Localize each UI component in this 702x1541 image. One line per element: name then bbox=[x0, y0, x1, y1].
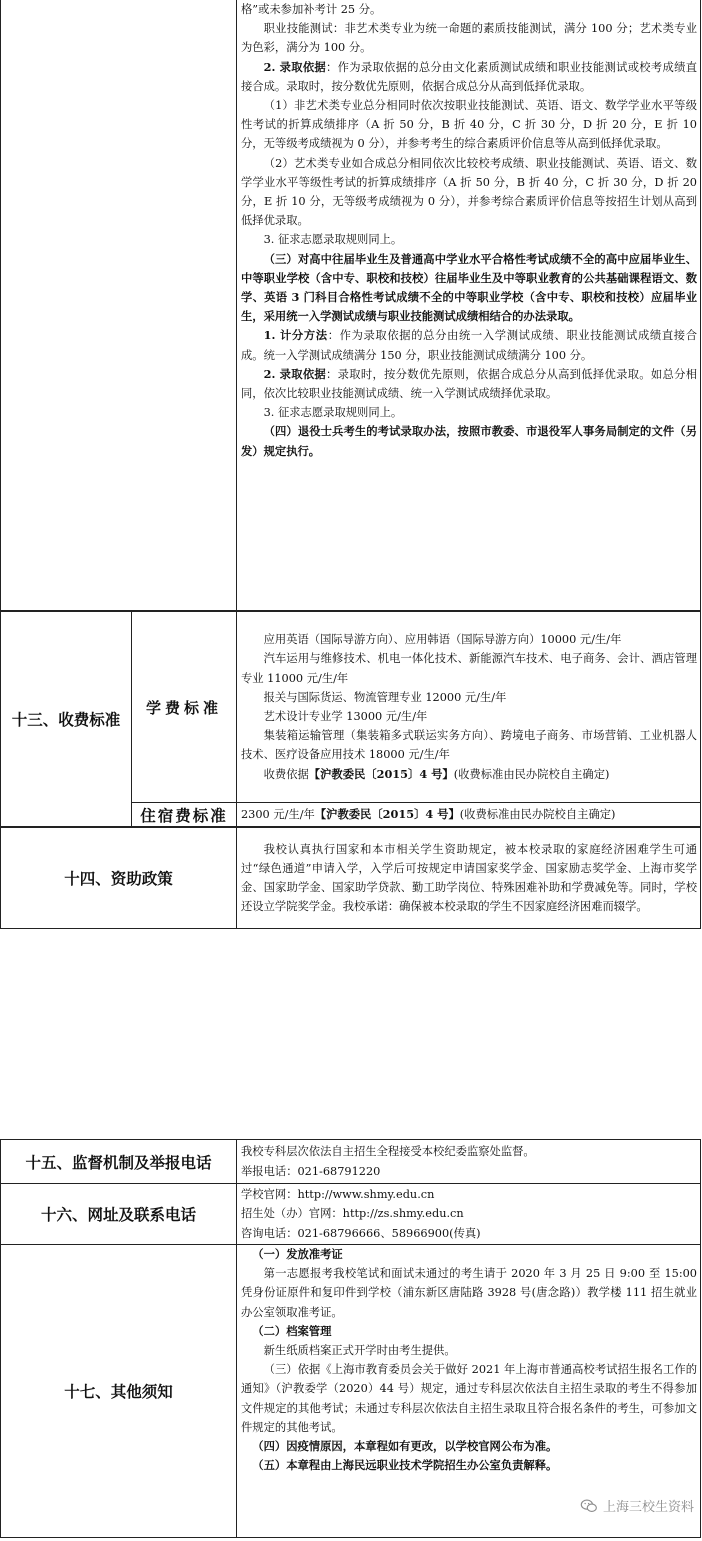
tuition-line: 艺术设计专业学 13000 元/生/年 bbox=[263, 710, 428, 723]
para-body: ：录取时，按分数优先原则，依据合成总分从高到低择优录取。如总分相同，依次比较职业技能测试成绩、统一入学测试成绩择优录取。 bbox=[241, 367, 697, 401]
aid-label: 十四、资助政策 bbox=[1, 828, 237, 929]
aid-row bbox=[1, 828, 701, 929]
note-title: （一）发放准考证 bbox=[252, 1247, 343, 1261]
dorm-content bbox=[237, 803, 701, 827]
para-heading: 2. 录取依据 bbox=[263, 59, 327, 74]
para-heading: 2. 录取依据 bbox=[263, 366, 327, 381]
para: （三）对高中往届毕业生及普通高中学业水平合格性考试成绩不全的高中应届毕业生、中等职业学校（含中专、职校和技校）往届毕业生及中等职业教育的公共基础课程语文、数学、英语 3 门科目合格性考试成绩不全的中等职业学校（含中专、职校和技校）应届毕业生，采用统一入学测试成绩与职业技能测试成绩相结合的办法录取。 bbox=[241, 251, 697, 324]
note-text: 新生纸质档案正式开学时由考生提供。 bbox=[263, 1344, 456, 1358]
para bbox=[241, 326, 697, 364]
wechat-icon bbox=[580, 1499, 598, 1513]
notes-content bbox=[237, 1245, 701, 1538]
para: （2）艺术类专业如合成总分相同依次比较校考成绩、职业技能测试、英语、语文、数学学业水平等级性考试的折算成绩排序（A 折 50 分，B 折 40 分，C 折 30 分，D 折 20 分，E 折 10 分，无等级考成绩视为 0 分），并参考综合素质评价信息等按招生计划从高到低择优录取。 bbox=[241, 156, 697, 228]
contact-label: 十六、网址及联系电话 bbox=[1, 1184, 237, 1245]
tuition-line: 报关与国际货运、物流管理专业 12000 元/生/年 bbox=[263, 690, 507, 704]
note-text: （四）因疫情原因，本章程如有更改，以学校官网公布为准。 bbox=[252, 1439, 558, 1454]
admission-rules-label-cell bbox=[1, 0, 237, 611]
para-body: ：作为录取依据的总分由文化素质测试成绩和职业技能测试或校考成绩直接合成。录取时，按分数优先原则，依据合成总分从高到低择优录取。 bbox=[241, 60, 697, 93]
tuition-label: 学费标准 bbox=[132, 612, 237, 803]
watermark bbox=[580, 1496, 694, 1515]
aid-content bbox=[237, 828, 701, 929]
para: 3. 征求志愿录取规则同上。 bbox=[263, 406, 403, 420]
para-body: ：作为录取依据的总分由统一入学测试成绩、职业技能测试成绩直接合成。统一入学测试成绩满分 150 分，职业技能测试成绩满分 100 分。 bbox=[241, 329, 697, 362]
para bbox=[241, 58, 697, 96]
tuition-line: 汽车运用与维修技术、机电一体化技术、新能源汽车技术、电子商务、会计、酒店管理专业 11000 元/生/年 bbox=[241, 652, 697, 685]
supervision-content bbox=[237, 1140, 701, 1184]
para: （1）非艺术类专业总分相同时依次按职业技能测试、英语、语文、数学学业水平等级性考试的折算成绩排序（A 折 50 分，B 折 40 分，C 折 30 分，D 折 20 分，E 折 10 分，无等级考成绩视为 0 分），并参考考生的综合素质评价信息等从高到低择优录取。 bbox=[241, 99, 697, 151]
admission-table-top bbox=[0, 0, 701, 611]
fee-basis-note: (收费标准由民办院校自主确定) bbox=[453, 767, 610, 781]
notes-label: 十七、其他须知 bbox=[1, 1245, 237, 1538]
dorm-line bbox=[241, 805, 697, 824]
fees-label: 十三、收费标准 bbox=[1, 612, 132, 827]
dorm-label: 住宿费标准 bbox=[132, 803, 237, 827]
tuition-row bbox=[1, 612, 701, 803]
tuition-content bbox=[237, 612, 701, 803]
consult-phone: 咨询电话：021-68796666、58966900(传真) bbox=[241, 1226, 481, 1240]
admission-rules-row bbox=[1, 0, 701, 611]
para: 职业技能测试：非艺术类专业为统一命题的素质技能测试，满分 100 分；艺术类专业为色彩，满分为 100 分。 bbox=[241, 22, 697, 55]
para bbox=[241, 365, 697, 403]
supervision-line: 我校专科层次依法自主招生全程接受本校纪委监察处监督。 bbox=[241, 1145, 535, 1159]
dorm-doc: 【沪教委民〔2015〕4 号】 bbox=[314, 806, 460, 821]
admission-table-bottom bbox=[0, 1139, 701, 1538]
para: 3. 征求志愿录取规则同上。 bbox=[263, 233, 403, 247]
tuition-line: 集装箱运输管理（集装箱多式联运实务方向）、跨境电子商务、市场营销、工业机器人技术、医疗设备应用技术 18000 元/生/年 bbox=[241, 729, 697, 762]
para: （四）退役士兵考生的考试录取办法，按照市教委、市退役军人事务局制定的文件（另发）规定执行。 bbox=[241, 424, 697, 458]
note-text: 第一志愿报考我校笔试和面试未通过的考生请于 2020 年 3 月 25 日 9:00 至 15:00 凭身份证原件和复印件到学校（浦东新区唐陆路 3928 号(唐念路)）教学楼 111 招生就业办公室领取准考证。 bbox=[241, 1267, 697, 1319]
contact-row bbox=[1, 1184, 701, 1245]
admission-rules-content bbox=[237, 0, 701, 611]
tuition-line: 应用英语（国际导游方向）、应用韩语（国际导游方向）10000 元/生/年 bbox=[263, 633, 622, 647]
supervision-label: 十五、监督机制及举报电话 bbox=[1, 1140, 237, 1184]
report-phone: 举报电话：021-68791220 bbox=[241, 1164, 381, 1178]
para-heading: 1. 计分方法 bbox=[263, 328, 328, 343]
note-text: （五）本章程由上海民远职业技术学院招生办公室负责解释。 bbox=[252, 1458, 558, 1473]
aid-table bbox=[0, 827, 701, 929]
supervision-row bbox=[1, 1140, 701, 1184]
fee-basis-doc: 【沪教委民〔2015〕4 号】 bbox=[308, 766, 454, 781]
dorm-note: (收费标准由民办院校自主确定) bbox=[459, 807, 616, 821]
watermark-text: 上海三校生资料 bbox=[602, 1500, 694, 1515]
aid-text: 我校认真执行国家和本市相关学生资助规定，被本校录取的家庭经济困难学生可通过“绿色通道”申请入学，入学后可按规定申请国家奖学金、国家励志奖学金、上海市奖学金、国家助学金、国家助学贷款、勤工助学岗位、特殊困难补助和学费减免等。同时，学校还设立学院奖学金。我校承诺：确保被本校录取的学生不因家庭经济困难而辍学。 bbox=[241, 842, 697, 914]
school-website[interactable]: 学校官网：http://www.shmy.edu.cn bbox=[241, 1188, 435, 1202]
dorm-prefix: 2300 元/生/年 bbox=[241, 807, 315, 821]
note-text: （三）依据《上海市教育委员会关于做好 2021 年上海市普通高校考试招生报名工作的通知》（沪教委学（2020）44 号）规定，通过专科层次依法自主招生录取的考生不得参加文件规定的其他考试；未通过专科层次依法自主招生录取且符合报名条件的考生，可参加文件规定的其他考试。 bbox=[241, 1363, 697, 1434]
fee-basis bbox=[241, 765, 697, 784]
notes-row bbox=[1, 1245, 701, 1538]
fees-table bbox=[0, 611, 701, 827]
note-title: （二）档案管理 bbox=[252, 1323, 332, 1338]
para: 格”或未参加补考计 25 分。 bbox=[241, 3, 382, 16]
admissions-website[interactable]: 招生处（办）官网：http://zs.shmy.edu.cn bbox=[241, 1207, 464, 1221]
fee-basis-prefix: 收费依据 bbox=[263, 767, 309, 781]
contact-content bbox=[237, 1184, 701, 1245]
